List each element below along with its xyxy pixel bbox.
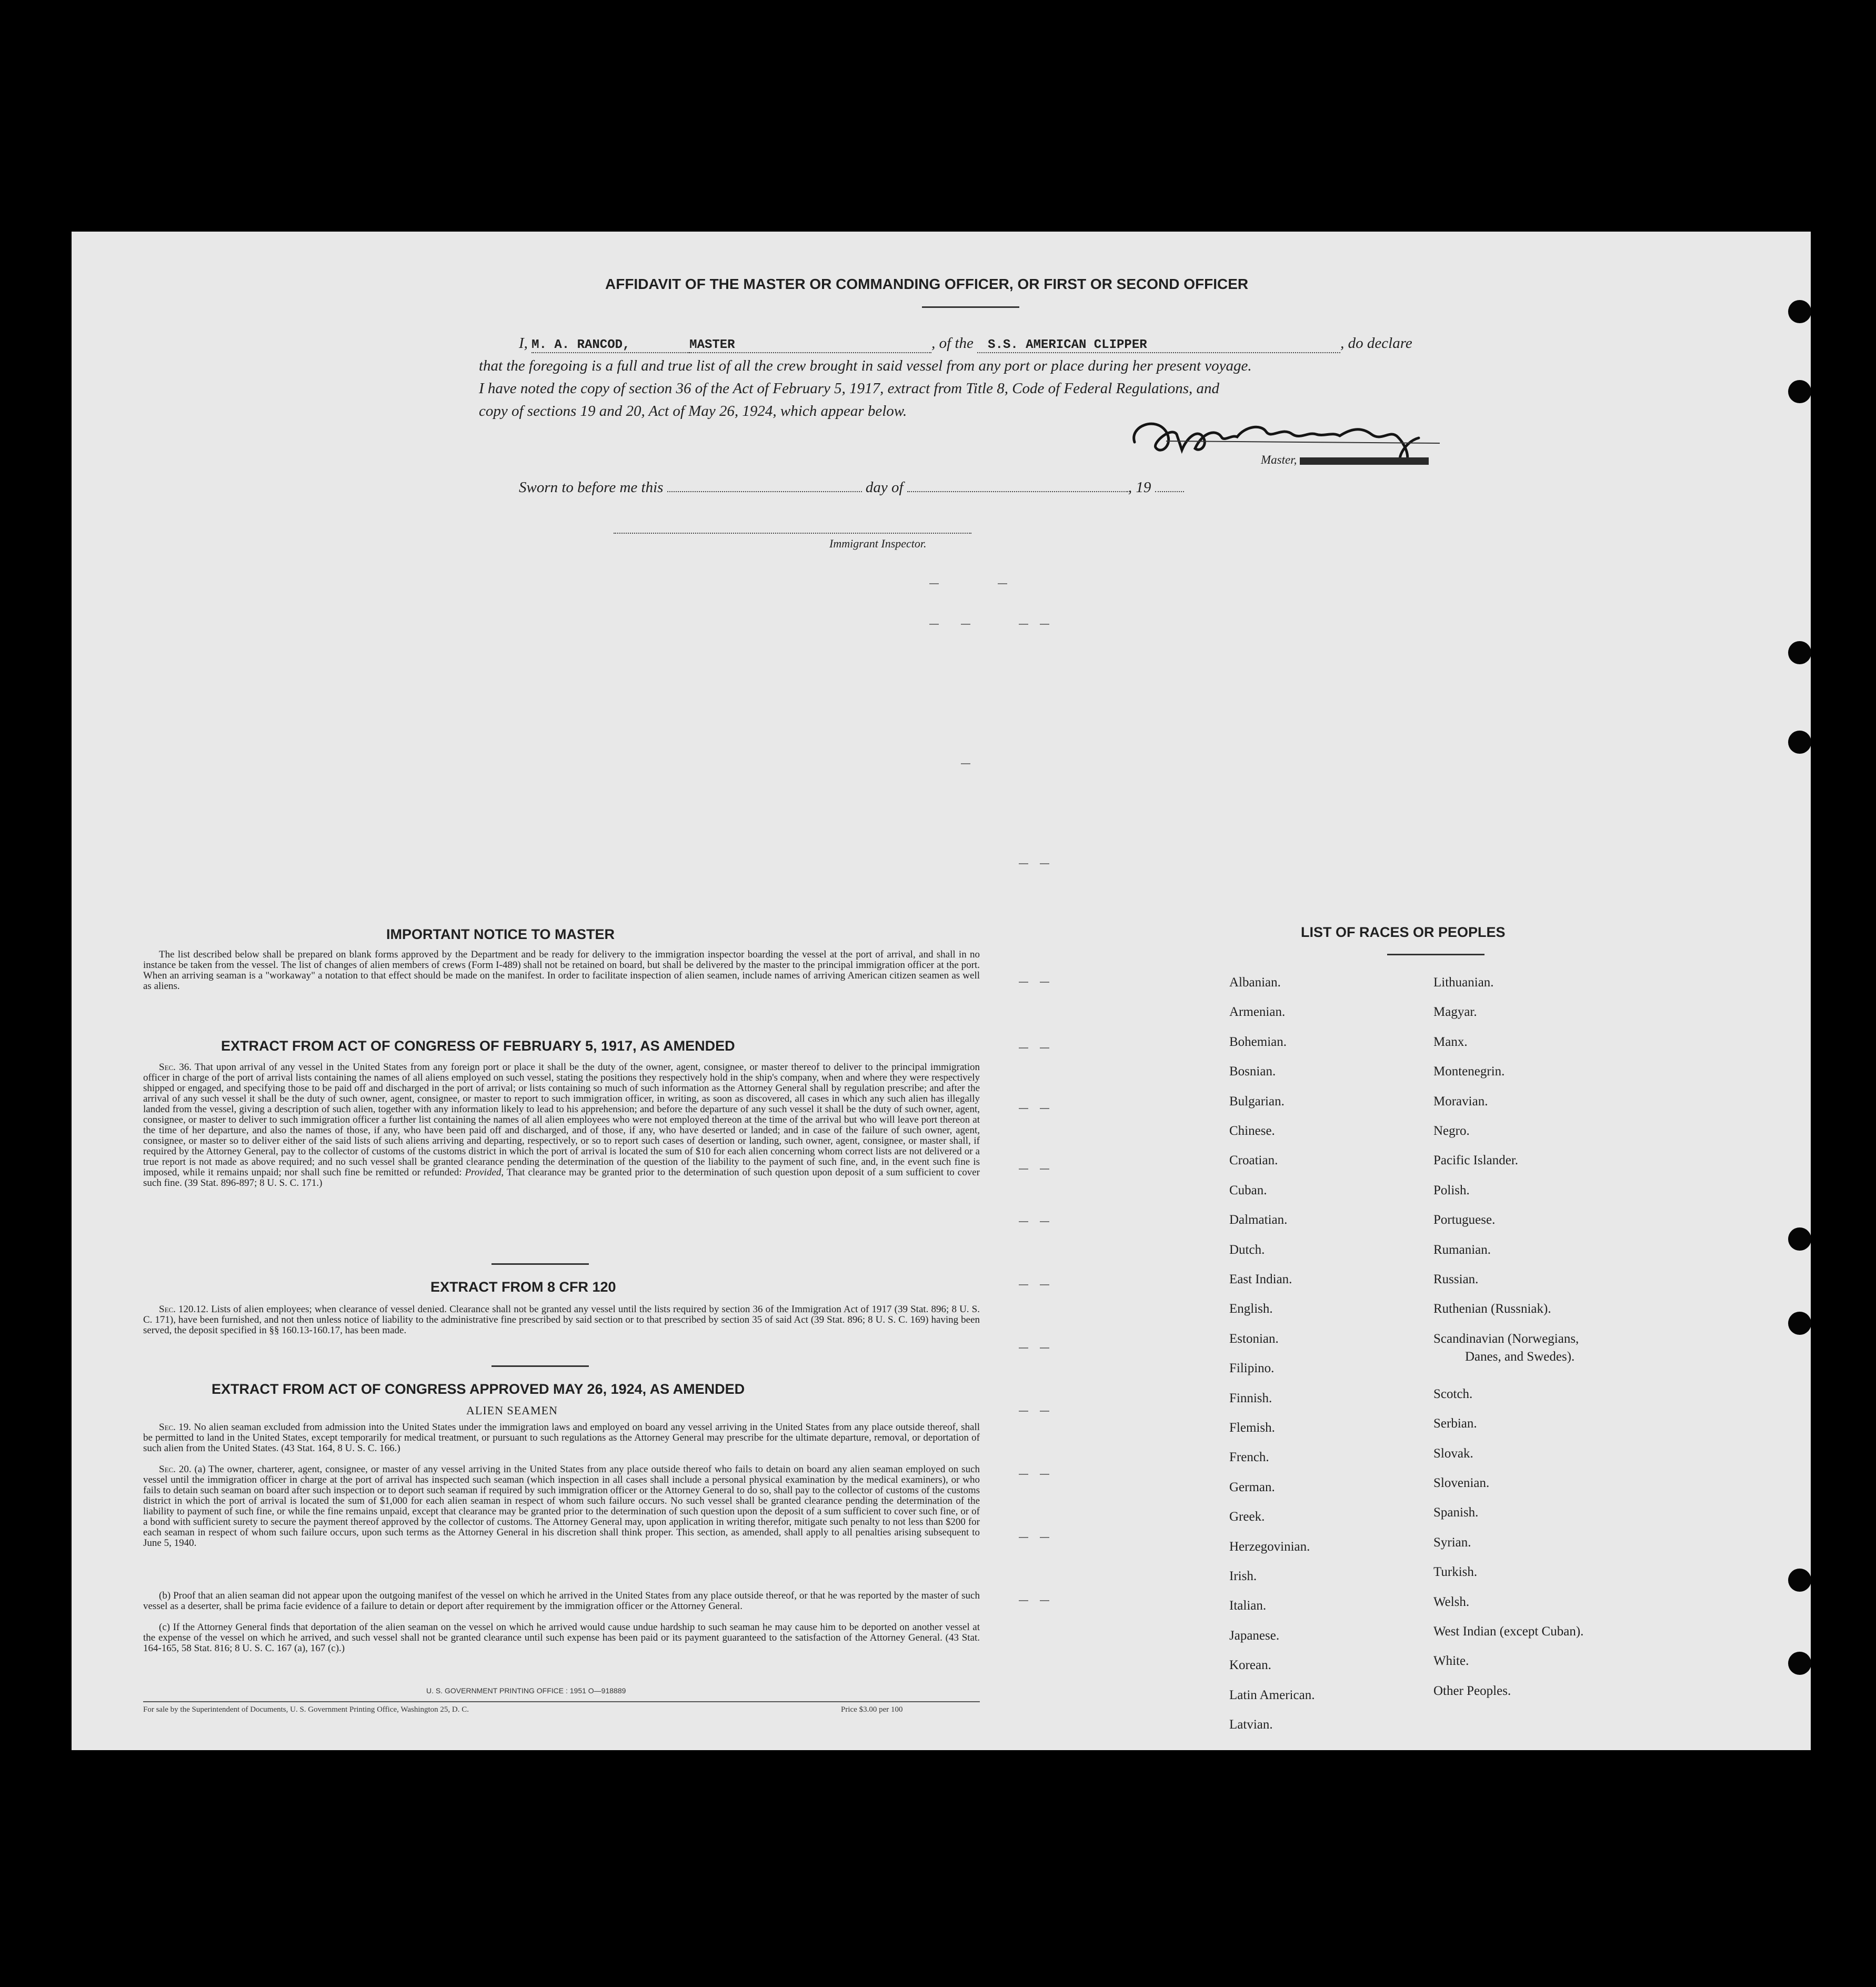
affidavit-line-3: I have noted the copy of section 36 of the Act of February 5, 1917, extract from Title 8, Code of Federal Regulations, and: [479, 380, 1220, 397]
punch-hole: [1788, 380, 1811, 403]
punch-hole: [1788, 731, 1811, 754]
do-declare-text: , do declare: [1340, 335, 1412, 352]
sec-20c-text: (c) If the Attorney General finds that deportation of the alien seaman on the vessel on which he arrived would cause undue hardship to such seaman he may cause him to be deported on another vessel at the expense of the vessel on which he arrived, and such vessel shall not be granted clearance until such expense has been paid or its payment guaranteed to the satisfaction of the Attorney General. (43 Stat. 164-165, 58 Stat. 816; 8 U. S. C. 167 (a), 167 (c).): [143, 1622, 980, 1654]
race-item: Chinese.: [1229, 1124, 1275, 1138]
extract-cfr-title: EXTRACT FROM 8 CFR 120: [430, 1279, 616, 1295]
race-item: Latin American.: [1229, 1688, 1315, 1702]
affidavit-line-2: that the foregoing is a full and true list of all the crew brought in said vessel from any port or place during her present voyage.: [479, 357, 1252, 374]
sec-20a-text: Sec. 20. (a) The owner, charterer, agent, consignee, or master of any vessel arriving in the United States from any place outside thereof who fails to detain on board any alien seaman employed on such vessel until the immigration officer in charge at the port of arrival has inspected such seaman (which inspection in all cases shall include a personal physical examination by the medical examiners), or who fails to detain such seaman on board after such inspection or to deport such seaman if required by such immigration officer or the Attorney General to do so, shall pay to the collector of customs of the customs district in which the port of arrival is located the sum of $1,000 for each alien seaman in respect of whom such failure occurs. No such vessel shall be granted clearance pending the determination of the liability to payment of such fine, or while the fine remains unpaid, except that clearance may be granted prior to the determination of such question upon the deposit of a sum sufficient to cover such fine, or of a bond with sufficient surety to secure the payment thereof approved by the collector of customs. The Attorney General may, upon application in writing therefor, mitigate such penalty to not less than $200 for each seaman in respect of whom such failure occurs, upon such terms as the Attorney General in his discretion shall think proper. This section, as amended, shall apply to all penalties arising subsequent to June 5, 1940.: [143, 1464, 980, 1549]
race-item: Dutch.: [1229, 1242, 1265, 1257]
master-name: M. A. RANCOD,: [531, 338, 630, 352]
bleed-mark: [1019, 982, 1028, 983]
race-item: Welsh.: [1433, 1594, 1470, 1609]
race-item: Moravian.: [1433, 1094, 1488, 1109]
punch-hole: [1788, 1652, 1811, 1675]
bleed-mark: [1019, 1600, 1028, 1601]
form-page: [72, 232, 1811, 1750]
notice-title: IMPORTANT NOTICE TO MASTER: [386, 926, 615, 942]
footer-right: Price $3.00 per 100: [841, 1705, 903, 1714]
struck-out-text: [1300, 457, 1429, 465]
affidavit-line-1: [519, 335, 1412, 353]
punch-hole: [1788, 1569, 1811, 1592]
race-item: Portuguese.: [1433, 1213, 1496, 1227]
bleed-mark: [929, 624, 939, 625]
bleed-mark: [1019, 863, 1028, 864]
race-item: Ruthenian (Russniak).: [1433, 1302, 1551, 1316]
affidavit-prefix: I,: [519, 335, 528, 352]
race-item: Syrian.: [1433, 1535, 1471, 1550]
race-item: Estonian.: [1229, 1331, 1279, 1346]
race-item: French.: [1229, 1450, 1269, 1465]
race-item: Dalmatian.: [1229, 1213, 1288, 1227]
bleed-mark: [1019, 1537, 1028, 1538]
bleed-mark: [961, 624, 970, 625]
bleed-mark: [1040, 1537, 1049, 1538]
races-title: LIST OF RACES OR PEOPLES: [1301, 924, 1506, 940]
notice-text: The list described below shall be prepared on blank forms approved by the Department and be ready for delivery to the immigration inspector boarding the vessel at the port of arrival, and shall in no instance be taken from the vessel. The list of changes of alien members of crews (Form I-489) shall not be retained on board, but shall be delivered by the master to the principal immigration officer at the port. When an arriving seaman is a "workaway" a notation to that effect should be made on the manifest. In order to facilitate inspection of alien seamen, include names of arriving American citizen seamen as well as aliens.: [143, 949, 980, 992]
bleed-mark: [1019, 1169, 1028, 1170]
race-item: Italian.: [1229, 1599, 1267, 1613]
race-item: Latvian.: [1229, 1718, 1273, 1732]
bleed-mark: [1019, 624, 1028, 625]
inspector-signature-line: [614, 533, 971, 534]
race-item: Russian.: [1433, 1272, 1479, 1286]
sec-19-text: Sec. 19. No alien seaman excluded from admission into the United States under the immigration laws and employed on board any vessel arriving in the United States from any place outside thereof, shall be permitted to land in the United States, except temporarily for medical treatment, or pursuant to such regulations as the Attorney General may prescribe for the ultimate departure, removal, or deportation of such alien from the United States. (43 Stat. 164, 8 U. S. C. 166.): [143, 1422, 980, 1454]
bleed-mark: [1040, 1169, 1049, 1170]
race-item: Slovenian.: [1433, 1476, 1490, 1490]
extract-1924-title: EXTRACT FROM ACT OF CONGRESS APPROVED MAY 26, 1924, AS AMENDED: [212, 1381, 745, 1397]
punch-hole: [1788, 641, 1811, 664]
race-item: Bohemian.: [1229, 1034, 1287, 1049]
race-item: Filipino.: [1229, 1361, 1275, 1376]
race-item: Bosnian.: [1229, 1064, 1276, 1079]
extract-1917-text: Sec. 36. That upon arrival of any vessel in the United States from any foreign port or place it shall be the duty of the owner, agent, consignee, or master thereof to deliver to the principal immigration officer in charge of the port of arrival lists containing the names of all aliens employed on such vessel, stating the positions they respectively hold in the ship's company, when and where they were respectively shipped or engaged, and specifying those to be paid off and discharged in the port of arrival; or lists containing so much of such information as the Attorney General shall by regulation prescribe; and after the arrival of any such vessel it shall be the duty of such owner, agent, consignee, or master to report to such immigration officer, in writing, as soon as discovered, all cases in which any such alien has illegally landed from the vessel, giving a description of such alien, together with any information likely to lead to his apprehension; and before the departure of any such vessel it shall be the duty of such owner, agent, consignee, or master to deliver to such immigration officer a further list containing the names of all alien employees who were not employed thereon at the time of the arrival but who will leave port thereon at the time of her departure, and also the names of those, if any, who have been paid off and discharged, and of those, if any, who have deserted or landed; and in case of the failure of such owner, agent, consignee, or master so to deliver either of the said lists of such aliens arriving and departing, respectively, or so to report such cases of desertion or landing, such owner, agent, consignee, or master shall, if required by the Attorney General, pay to the collector of customs of the customs district in which the port of arrival is located the sum of $10 for each alien concerning whom correct lists are not delivered or a true report is not made as above required; and no such vessel shall be granted clearance pending the determination of the question of the liability to the payment of such fine, and, in the event such fine is imposed, while it remains unpaid; nor shall such fine be remitted or refunded: Provided, That clearance may be granted prior to the determination of such question upon deposit of a sum sufficient to cover such fine. (39 Stat. 896-897; 8 U. S. C. 171.): [143, 1062, 980, 1189]
of-the-text: , of the: [931, 335, 974, 352]
bleed-mark: [1040, 624, 1049, 625]
bleed-mark: [1019, 1221, 1028, 1222]
race-item: Armenian.: [1229, 1005, 1286, 1020]
extract-1924-subtitle: ALIEN SEAMEN: [466, 1404, 558, 1417]
extract-1917-title: EXTRACT FROM ACT OF CONGRESS OF FEBRUARY 5, 1917, AS AMENDED: [221, 1038, 735, 1054]
race-item: Japanese.: [1229, 1628, 1280, 1643]
race-item: Montenegrin.: [1433, 1064, 1505, 1079]
bleed-mark: [1019, 1047, 1028, 1049]
race-item: Croatian.: [1229, 1153, 1278, 1168]
bleed-mark: [1019, 1411, 1028, 1412]
affidavit-title: AFFIDAVIT OF THE MASTER OR COMMANDING OFFICER, OR FIRST OR SECOND OFFICER: [605, 276, 1249, 292]
race-item: Flemish.: [1229, 1421, 1275, 1435]
bleed-mark: [1040, 1108, 1049, 1109]
race-item: Danes, and Swedes).: [1465, 1349, 1575, 1364]
race-item: Negro.: [1433, 1124, 1470, 1138]
race-item: Lithuanian.: [1433, 975, 1494, 990]
bleed-mark: [961, 763, 970, 764]
bleed-mark: [1040, 863, 1049, 864]
bleed-mark: [929, 583, 939, 584]
divider: [491, 1365, 589, 1367]
extract-cfr-text: Sec. 120.12. Lists of alien employees; when clearance of vessel denied. Clearance shall not be granted any vessel until the lists required by section 36 of the Immigration Act of 1917 (39 Stat. 896; 8 U. S. C. 171), have been furnished, and not then unless notice of liability to the administrative fine prescribed by said section or to that prescribed by section 35 of said Act (39 Stat. 896; 8 U. S. C. 169) having been served, the deposit specified in §§ 160.13-160.17, has been made.: [143, 1304, 980, 1336]
race-item: Herzegovinian.: [1229, 1539, 1310, 1554]
punch-hole: [1788, 1312, 1811, 1335]
bleed-mark: [1019, 1474, 1028, 1475]
race-item: Other Peoples.: [1433, 1683, 1511, 1698]
divider: [1387, 954, 1484, 955]
race-item: Slovak.: [1433, 1446, 1473, 1461]
race-item: West Indian (except Cuban).: [1433, 1624, 1584, 1639]
race-item: Cuban.: [1229, 1183, 1267, 1197]
race-item: White.: [1433, 1654, 1469, 1669]
sec-20b-text: (b) Proof that an alien seaman did not appear upon the outgoing manifest of the vessel on which he arrived in the United States from any place outside thereof, or that he was reported by the master of such vessel as a deserter, shall be prima facie evidence of a failure to detain or deport after requirement by the immigration officer or the Attorney General.: [143, 1590, 980, 1612]
race-item: Korean.: [1229, 1658, 1271, 1673]
race-item: German.: [1229, 1480, 1275, 1494]
race-item: East Indian.: [1229, 1272, 1292, 1286]
bleed-mark: [1040, 982, 1049, 983]
race-item: Rumanian.: [1433, 1242, 1491, 1257]
footer-left: For sale by the Superintendent of Documents, U. S. Government Printing Office, Washington 25, D. C.: [143, 1705, 469, 1714]
race-item: Turkish.: [1433, 1565, 1478, 1580]
race-item: Irish.: [1229, 1569, 1257, 1583]
race-item: Pacific Islander.: [1433, 1153, 1519, 1168]
race-item: Spanish.: [1433, 1505, 1479, 1520]
race-item: Albanian.: [1229, 975, 1281, 990]
race-item: Polish.: [1433, 1183, 1470, 1197]
bleed-mark: [1040, 1047, 1049, 1049]
affidavit-line-4: copy of sections 19 and 20, Act of May 26, 1924, which appear below.: [479, 403, 907, 420]
bleed-mark: [1040, 1411, 1049, 1412]
signature-caption: Master,: [1261, 453, 1429, 467]
master-position: MASTER: [689, 338, 735, 352]
sworn-line: Sworn to before me this day of , 19: [519, 479, 1184, 496]
bleed-mark: [1040, 1600, 1049, 1601]
punch-hole: [1788, 300, 1811, 323]
race-item: Greek.: [1229, 1510, 1265, 1524]
vessel-name: S.S. AMERICAN CLIPPER: [988, 338, 1147, 352]
bleed-mark: [1019, 1284, 1028, 1285]
bleed-mark: [1040, 1474, 1049, 1475]
footer-rule: [143, 1701, 980, 1702]
race-item: Scandinavian (Norwegians,: [1433, 1331, 1579, 1346]
punch-hole: [1788, 1227, 1811, 1251]
bleed-mark: [1019, 1108, 1028, 1109]
race-item: Magyar.: [1433, 1005, 1477, 1020]
bleed-mark: [1019, 1347, 1028, 1349]
printing-office-note: U. S. GOVERNMENT PRINTING OFFICE : 1951 O—918889: [426, 1686, 626, 1695]
bleed-mark: [1040, 1347, 1049, 1349]
inspector-caption: Immigrant Inspector.: [829, 537, 927, 550]
race-item: Finnish.: [1229, 1391, 1272, 1405]
race-item: Scotch.: [1433, 1386, 1473, 1401]
bleed-mark: [998, 583, 1007, 584]
bleed-mark: [1040, 1221, 1049, 1222]
race-item: English.: [1229, 1302, 1273, 1316]
race-item: Manx.: [1433, 1034, 1468, 1049]
bleed-mark: [1040, 1284, 1049, 1285]
divider: [922, 306, 1019, 308]
race-item: Bulgarian.: [1229, 1094, 1285, 1109]
divider: [491, 1263, 589, 1265]
race-item: Serbian.: [1433, 1416, 1477, 1431]
